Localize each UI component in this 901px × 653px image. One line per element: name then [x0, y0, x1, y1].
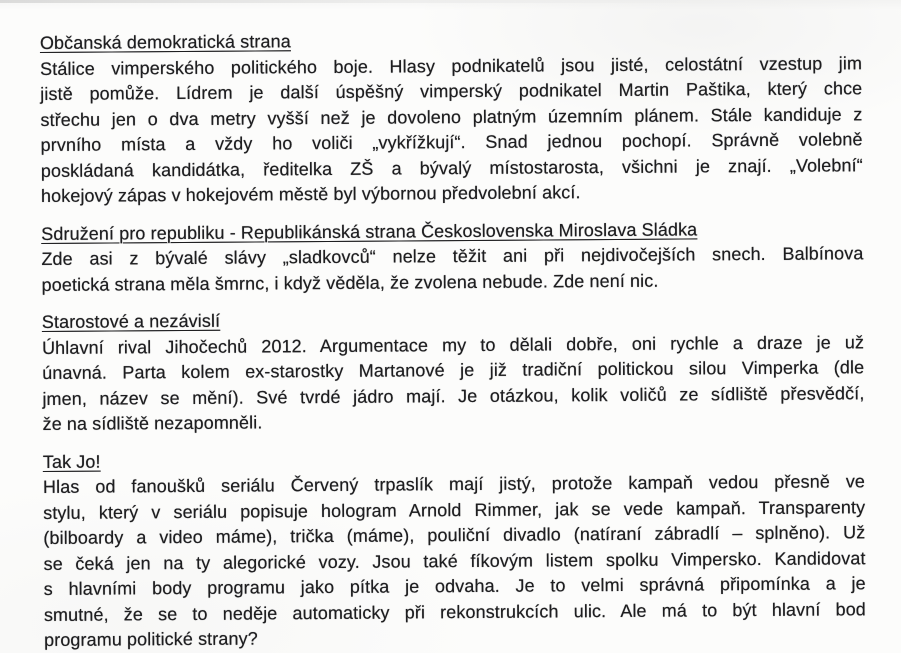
text-line: Stálice vimperského politického boje. Hlasy podnikatelů jsou jisté, celostátní vzestup jim: [40, 52, 863, 79]
text-line: (bilboardy a video máme), trička (máme), pouliční divadlo (natíraní zábradlí – splněno). Už: [43, 522, 866, 548]
text-line: jistě pomůže. Lídrem je další úspěšný vimperský podnikatel Martin Paštika, který chce: [40, 78, 863, 105]
section-heading: Sdružení pro republiku - Republikánská strana Československa Miroslava Sládka: [41, 218, 698, 244]
text-line: Úhlavní rival Jihočechů 2012. Argumentace my to dělali dobře, oni rychle a draze je už: [41, 331, 865, 358]
text-line: střechu jen o dva metry vyšší než je dovoleno platným územním plánem. Stále kandiduje z: [40, 103, 863, 130]
document-content: [40, 25, 866, 653]
text-line: únavná. Parta kolem ex-starostky Martanové je již tradiční politickou silou Vimperka (dle: [42, 357, 865, 383]
document-section: [43, 444, 866, 653]
text-line: stylu, který v seriálu popisuje hologram Arnold Rimmer, jak se vede kampaň. Transparenty: [43, 496, 866, 523]
text-line: jmen, název se mění). Své tvrdé jádro mají. Je otázkou, kolik voličů ze sídliště přesvědčí,: [42, 382, 865, 409]
document-section: [40, 25, 863, 209]
text-line: programu politické strany?: [44, 628, 258, 650]
document-section: [41, 216, 864, 298]
text-line: hokejový zápas v hokejovém městě byl výbornou předvolební akcí.: [40, 182, 581, 207]
text-line: prvního místa a vždy ho voliči „vykřížkují“. Snad jednou pochopí. Správně volebně: [40, 129, 863, 156]
text-line: poskládaná kandidátka, ředitelka ZŠ a bývalý místostarosta, všichni je znají. „Volební“: [40, 154, 863, 181]
text-line: že na sídliště nezapomněli.: [42, 412, 263, 434]
section-heading: Občanská demokratická strana: [39, 31, 291, 54]
text-line: Hlas od fanoušků seriálu Červený trpaslík mají jistý, protože kampaň vedou přesně ve: [42, 471, 866, 497]
section-heading: Tak Jo!: [42, 451, 101, 472]
section-heading: Starostové a nezávislí: [41, 310, 221, 333]
text-line: smutné, že se to neděje automaticky při rekonstrukcích ulic. Ale má to být hlavní bod: [43, 598, 866, 625]
text-line: Zde asi z bývalé slávy „sladkovců“ nelze těžit ani při nejdivočejších snech. Balbínova: [41, 243, 864, 270]
text-line: s hlavními body programu jako pítka je odvaha. Je to velmi správná připomínka a je: [43, 573, 866, 599]
text-line: poetická strana měla šmrnc, i když věděla, že zvolena nebude. Zde není nic.: [41, 270, 659, 295]
document-section: [42, 304, 865, 437]
text-line: se čeká jen na ty alegorické vozy. Jsou také fíkovým listem spolku Vimpersko. Kandidovat: [43, 547, 866, 574]
scan-edge-artifact: [0, 0, 721, 3]
